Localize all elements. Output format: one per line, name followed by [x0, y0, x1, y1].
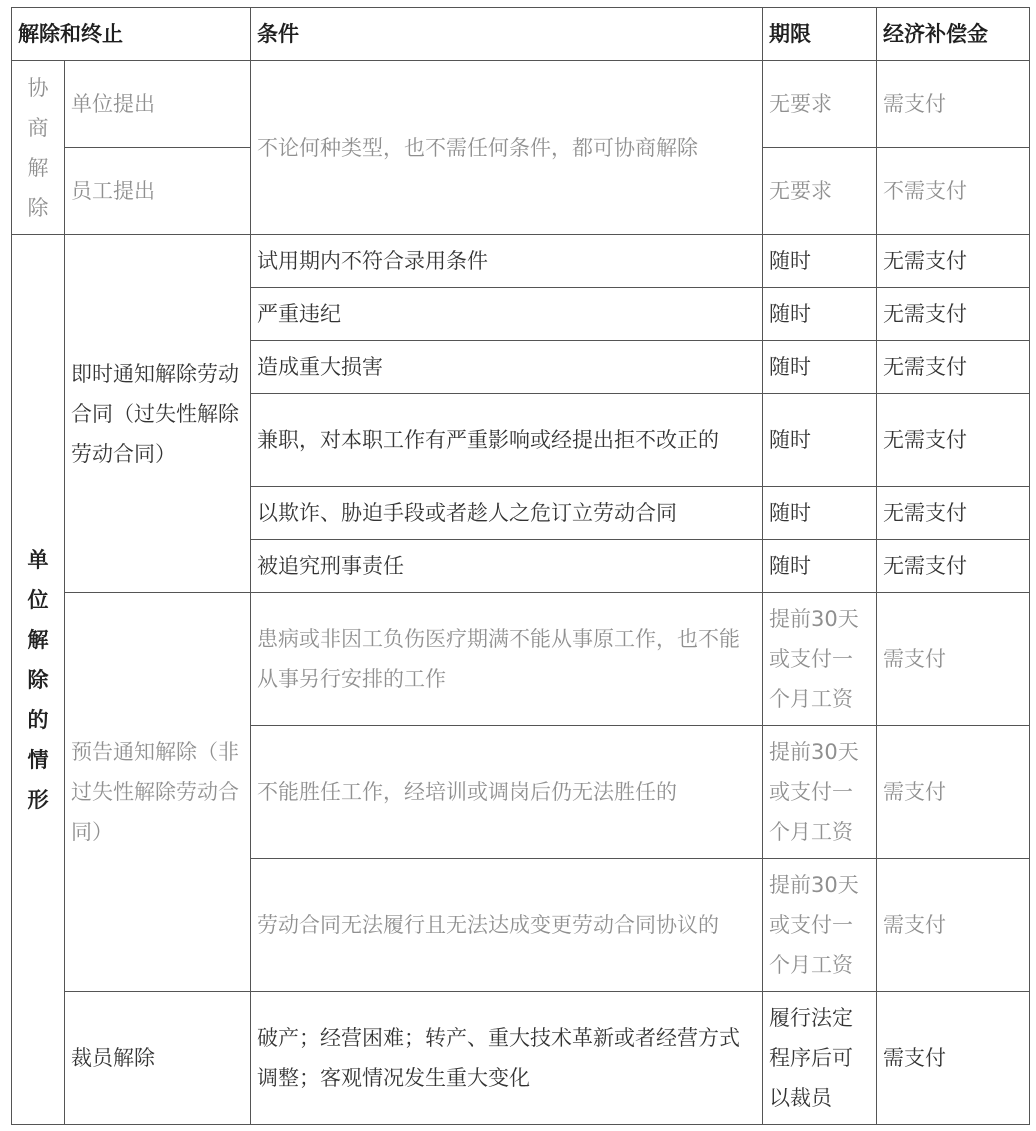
term-cell: 随时 — [763, 487, 877, 540]
term-cell: 随时 — [763, 235, 877, 288]
party-cell: 员工提出 — [65, 148, 251, 235]
term-cell: 随时 — [763, 394, 877, 487]
compensation-cell: 无需支付 — [877, 235, 1030, 288]
condition-cell: 兼职，对本职工作有严重影响或经提出拒不改正的 — [251, 394, 763, 487]
category-advance-notice: 预告通知解除（非过失性解除劳动合同） — [65, 593, 251, 992]
condition-cell: 不能胜任工作，经培训或调岗后仍无法胜任的 — [251, 726, 763, 859]
table-row — [12, 235, 1030, 288]
header-compensation: 经济补偿金 — [877, 8, 1030, 61]
table-row — [12, 61, 1030, 148]
table-row — [12, 992, 1030, 1125]
header-row — [12, 8, 1030, 61]
group-negotiation: 协商解除 — [12, 61, 65, 235]
party-cell: 单位提出 — [65, 61, 251, 148]
condition-cell: 以欺诈、胁迫手段或者趁人之危订立劳动合同 — [251, 487, 763, 540]
table-row — [12, 593, 1030, 726]
term-cell: 无要求 — [763, 148, 877, 235]
compensation-cell: 需支付 — [877, 593, 1030, 726]
term-cell: 无要求 — [763, 61, 877, 148]
termination-table — [11, 7, 1030, 1125]
term-cell: 随时 — [763, 288, 877, 341]
condition-cell: 严重违纪 — [251, 288, 763, 341]
compensation-cell: 无需支付 — [877, 288, 1030, 341]
term-cell: 提前30天或支付一个月工资 — [763, 593, 877, 726]
compensation-cell: 无需支付 — [877, 394, 1030, 487]
condition-cell: 劳动合同无法履行且无法达成变更劳动合同协议的 — [251, 859, 763, 992]
condition-cell: 造成重大损害 — [251, 341, 763, 394]
condition-cell: 被追究刑事责任 — [251, 540, 763, 593]
compensation-cell: 不需支付 — [877, 148, 1030, 235]
condition-cell: 试用期内不符合录用条件 — [251, 235, 763, 288]
term-cell: 随时 — [763, 341, 877, 394]
header-term: 期限 — [763, 8, 877, 61]
condition-cell: 患病或非因工负伤医疗期满不能从事原工作，也不能从事另行安排的工作 — [251, 593, 763, 726]
category-immediate: 即时通知解除劳动合同（过失性解除劳动合同） — [65, 235, 251, 593]
term-cell: 履行法定程序后可以裁员 — [763, 992, 877, 1125]
group-employer-termination: 单位解除的情形 — [12, 235, 65, 1125]
compensation-cell: 需支付 — [877, 61, 1030, 148]
header-condition: 条件 — [251, 8, 763, 61]
compensation-cell: 无需支付 — [877, 540, 1030, 593]
term-cell: 随时 — [763, 540, 877, 593]
compensation-cell: 无需支付 — [877, 487, 1030, 540]
header-type: 解除和终止 — [12, 8, 251, 61]
compensation-cell: 需支付 — [877, 859, 1030, 992]
compensation-cell: 需支付 — [877, 992, 1030, 1125]
category-layoff: 裁员解除 — [65, 992, 251, 1125]
compensation-cell: 需支付 — [877, 726, 1030, 859]
term-cell: 提前30天或支付一个月工资 — [763, 859, 877, 992]
term-cell: 提前30天或支付一个月工资 — [763, 726, 877, 859]
compensation-cell: 无需支付 — [877, 341, 1030, 394]
negotiation-condition: 不论何种类型，也不需任何条件，都可协商解除 — [251, 61, 763, 235]
condition-cell: 破产；经营困难；转产、重大技术革新或者经营方式调整；客观情况发生重大变化 — [251, 992, 763, 1125]
